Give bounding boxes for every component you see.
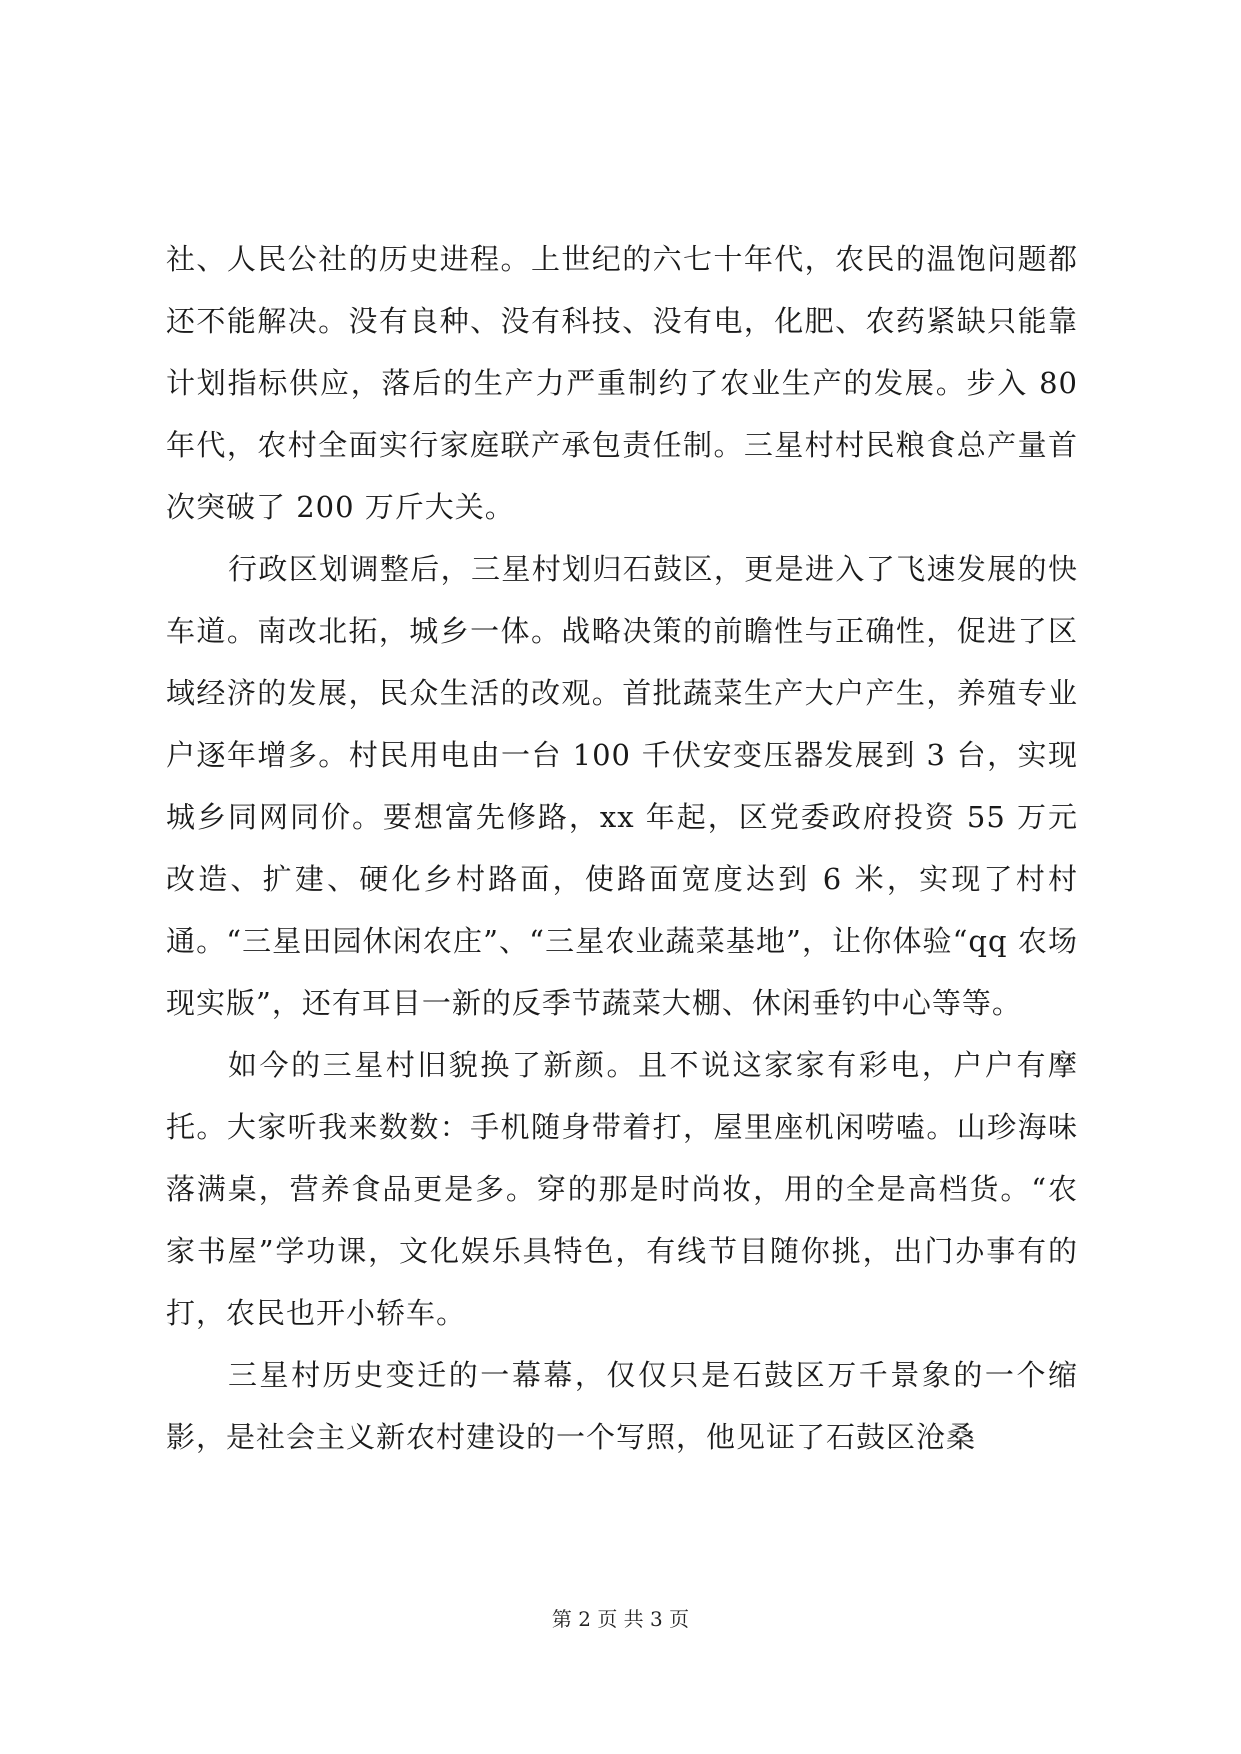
paragraph: 三星村历史变迁的一幕幕，仅仅只是石鼓区万千景象的一个缩影，是社会主义新农村建设的一个写照，他见证了石鼓区沧桑 — [166, 1358, 1078, 1454]
paragraph: 如今的三星村旧貌换了新颜。且不说这家家有彩电，户户有摩托。大家听我来数数：手机随身带着打，屋里座机闲唠嗑。山珍海味落满桌，营养食品更是多。穿的那是时尚妆，用的全是高档货。“农家书屋”学功课，文化娱乐具特色，有线节目随你挑，出门办事有的打，农民也开小轿车。 — [166, 1048, 1078, 1330]
paragraph: 行政区划调整后，三星村划归石鼓区，更是进入了飞速发展的快车道。南改北拓，城乡一体。战略决策的前瞻性与正确性，促进了区域经济的发展，民众生活的改观。首批蔬菜生产大户产生，养殖专业户逐年增多。村民用电由一台 100 千伏安变压器发展到 3 台，实现城乡同网同价。要想富先修路，xx 年起，区党委政府投资 55 万元改造、扩建、硬化乡村路面，使路面宽度达到 6 米，实现了村村通。“三星田园休闲农庄”、“三星农业蔬菜基地”，让你体验“qq 农场现实版”，还有耳目一新的反季节蔬菜大棚、休闲垂钓中心等等。 — [166, 552, 1078, 1020]
page-footer — [0, 1605, 1241, 1633]
paragraph-continued: 社、人民公社的历史进程。上世纪的六七十年代，农民的温饱问题都还不能解决。没有良种、没有科技、没有电，化肥、农药紧缺只能靠计划指标供应，落后的生产力严重制约了农业生产的发展。步入 80 年代，农村全面实行家庭联产承包责任制。三星村村民粮食总产量首次突破了 200 万斤大关。 — [166, 242, 1078, 524]
body-text — [166, 228, 1078, 1468]
page-number: 第 2 页 共 3 页 — [551, 1607, 690, 1631]
